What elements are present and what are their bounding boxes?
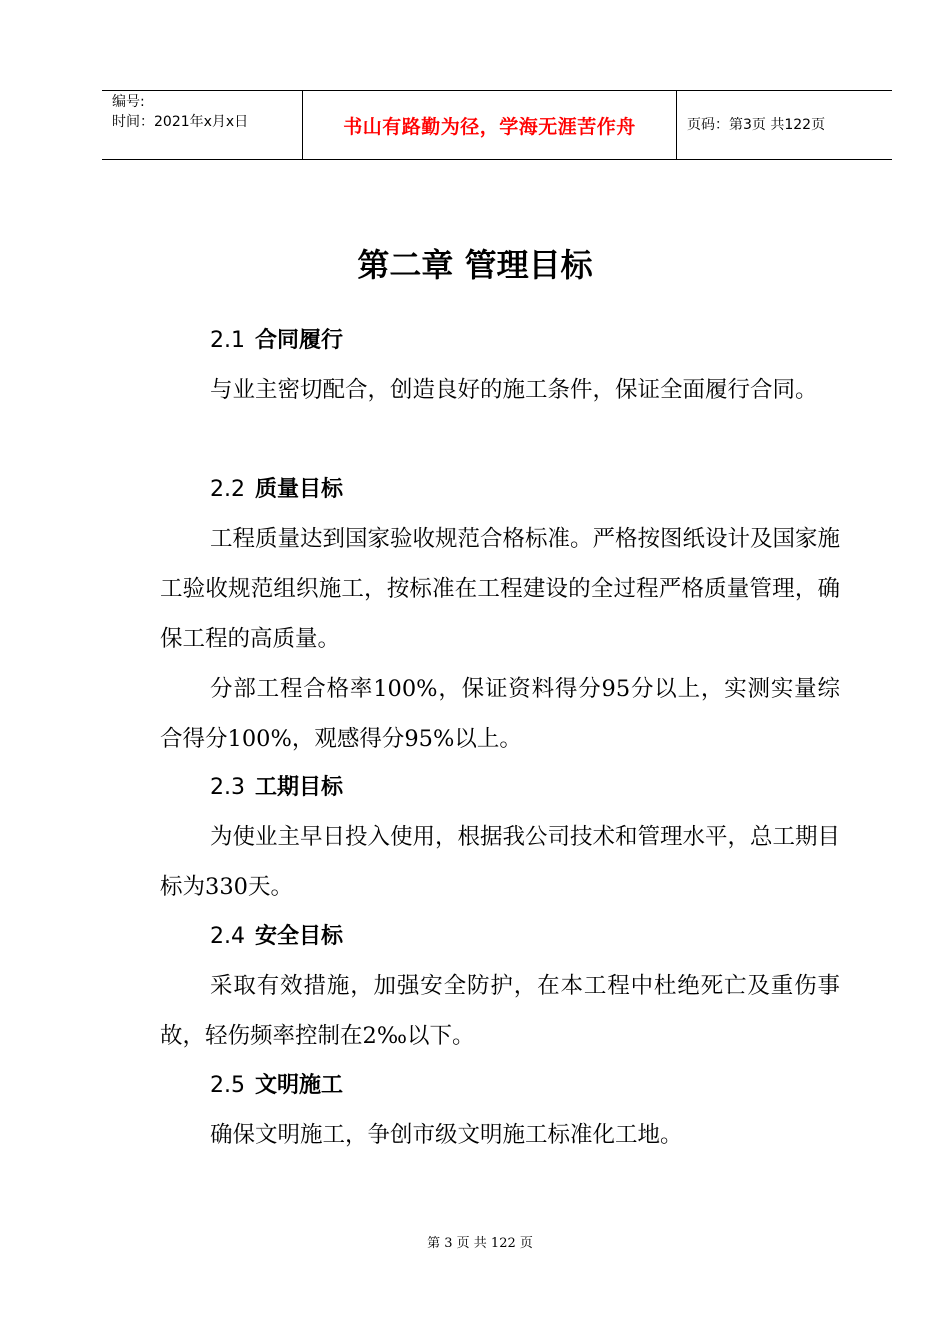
section-number: 2.3 [210,775,245,800]
paragraph: 与业主密切配合，创造良好的施工条件，保证全面履行合同。 [210,377,818,403]
section-title: 质量目标 [255,477,344,502]
header-info-cell [102,91,303,159]
section-heading [210,773,343,803]
section-number: 2.2 [210,477,245,502]
header-page-label: 页码：第3页 共122页 [687,117,826,133]
doc-number-label: 编号: [112,94,145,110]
section-title: 安全目标 [255,924,344,949]
section-title: 工期目标 [255,775,344,800]
paragraph: 工程质量达到国家验收规范合格标准。严格按图纸设计及国家施工验收规范组织施工，按标准在工程建设的全过程严格质量管理，确保工程的高质量。 [160,526,841,652]
section-number: 2.5 [210,1073,245,1098]
section-heading [210,922,343,952]
chapter-title: 第二章 管理目标 [357,246,593,284]
section-heading [210,475,343,505]
header-page-cell [677,91,892,159]
doc-time-label: 时间：2021年x月x日 [112,114,249,130]
section-heading [210,326,343,356]
section-number: 2.1 [210,328,245,353]
section-heading [210,1071,343,1101]
paragraph: 确保文明施工，争创市级文明施工标准化工地。 [210,1122,683,1148]
page-footer: 第 3 页 共 122 页 [427,1236,533,1251]
header-motto: 书山有路勤为径，学海无涯苦作舟 [343,115,636,138]
paragraph: 分部工程合格率100%，保证资料得分95分以上，实测实量综合得分100%，观感得分95%以上。 [160,676,840,752]
paragraph: 为使业主早日投入使用，根据我公司技术和管理水平，总工期目标为330天。 [160,824,841,900]
section-title: 文明施工 [255,1073,344,1098]
header-motto-cell [303,91,677,159]
section-number: 2.4 [210,924,245,949]
paragraph: 采取有效措施，加强安全防护，在本工程中杜绝死亡及重伤事故，轻伤频率控制在2‰以下。 [160,973,840,1049]
section-title: 合同履行 [255,328,344,353]
page-header [102,90,892,160]
